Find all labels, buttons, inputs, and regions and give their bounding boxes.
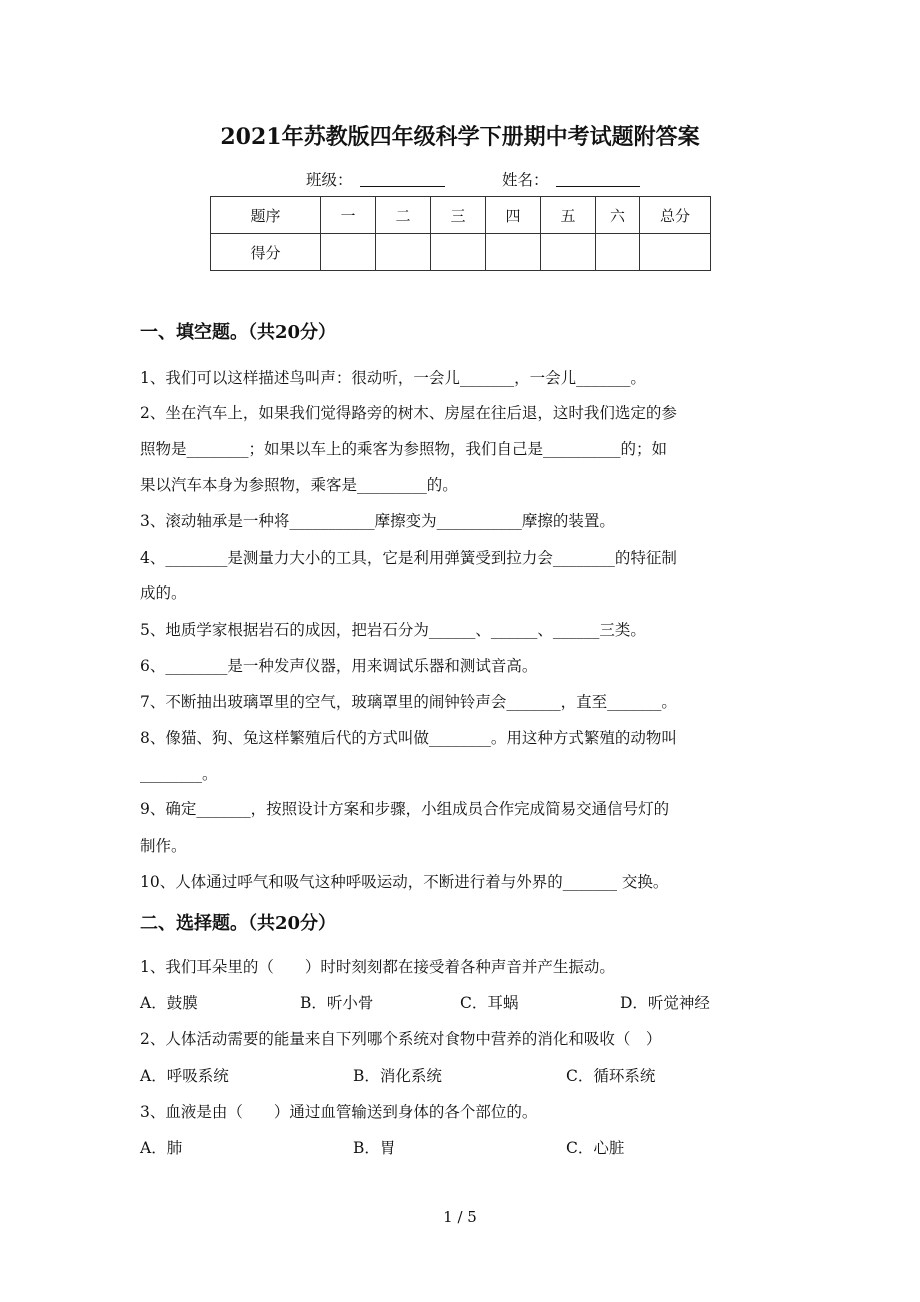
fill-question-line: 果以汽车本身为参照物，乘客是_________的。 <box>140 476 458 494</box>
score-header-cell: 总分 <box>640 197 711 234</box>
score-table-header-row <box>211 197 711 234</box>
class-label: 班级： <box>306 171 353 189</box>
fill-question-line: 7、不断抽出玻璃罩里的空气，玻璃罩里的闹钟铃声会_______，直至_______。 <box>140 693 677 711</box>
fill-question-line: ________。 <box>140 765 218 783</box>
fill-question-line: 成的。 <box>140 584 187 602</box>
choice-option[interactable]: D．听觉神经 <box>620 994 710 1012</box>
class-field[interactable] <box>360 186 445 187</box>
choice-question-stem: 3、血液是由（ ）通过血管输送到身体的各个部位的。 <box>140 1103 538 1121</box>
score-cell[interactable] <box>596 234 640 271</box>
choice-option[interactable]: A．肺 <box>140 1139 183 1157</box>
choice-question-stem: 2、人体活动需要的能量来自下列哪个系统对食物中营养的消化和吸收（ ） <box>140 1030 662 1048</box>
choice-question-stem: 1、我们耳朵里的（ ）时时刻刻都在接受着各种声音并产生振动。 <box>140 958 615 976</box>
fill-question-line: 5、地质学家根据岩石的成因，把岩石分为______、______、______三类。 <box>140 621 646 639</box>
score-cell[interactable] <box>321 234 376 271</box>
choice-option[interactable]: C．耳蜗 <box>460 994 519 1012</box>
name-field[interactable] <box>556 186 640 187</box>
score-header-cell: 一 <box>321 197 376 234</box>
choice-option[interactable]: B．胃 <box>353 1139 396 1157</box>
fill-question-line: 制作。 <box>140 837 187 855</box>
score-header-cell: 四 <box>486 197 541 234</box>
score-cell[interactable] <box>376 234 431 271</box>
page-title: 2021年苏教版四年级科学下册期中考试题附答案 <box>220 124 700 150</box>
score-table-score-row <box>211 234 711 271</box>
page-number: 1 / 5 <box>443 1208 477 1226</box>
fill-question-line: 9、确定_______，按照设计方案和步骤，小组成员合作完成简易交通信号灯的 <box>140 800 670 818</box>
score-header-cell: 三 <box>431 197 486 234</box>
section1-title: 一、填空题。（共20分） <box>140 322 337 343</box>
name-label: 姓名： <box>502 171 549 189</box>
score-header-cell: 六 <box>596 197 640 234</box>
score-header-cell: 二 <box>376 197 431 234</box>
fill-question-line: 6、________是一种发声仪器，用来调试乐器和测试音高。 <box>140 657 538 675</box>
fill-question-line: 10、人体通过呼气和吸气这种呼吸运动，不断进行着与外界的_______ 交换。 <box>140 873 669 891</box>
score-header-cell: 五 <box>541 197 596 234</box>
choice-option[interactable]: C．心脏 <box>566 1139 625 1157</box>
choice-option[interactable]: A．鼓膜 <box>140 994 198 1012</box>
fill-question-line: 3、滚动轴承是一种将___________摩擦变为___________摩擦的装置。 <box>140 512 615 530</box>
choice-option[interactable]: C．循环系统 <box>566 1067 656 1085</box>
score-table <box>210 196 711 271</box>
score-cell[interactable] <box>486 234 541 271</box>
section2-title: 二、选择题。（共20分） <box>140 913 337 934</box>
score-header-cell: 题序 <box>211 197 321 234</box>
score-cell[interactable] <box>431 234 486 271</box>
score-row-label: 得分 <box>211 234 321 271</box>
fill-question-line: 2、坐在汽车上，如果我们觉得路旁的树木、房屋在往后退，这时我们选定的参 <box>140 404 677 422</box>
fill-question-line: 4、________是测量力大小的工具，它是利用弹簧受到拉力会________的特征制 <box>140 549 677 567</box>
score-cell[interactable] <box>640 234 711 271</box>
fill-question-line: 照物是________；如果以车上的乘客为参照物，我们自己是__________的；如 <box>140 440 668 458</box>
score-cell[interactable] <box>541 234 596 271</box>
choice-option[interactable]: A．呼吸系统 <box>140 1067 229 1085</box>
choice-option[interactable]: B．听小骨 <box>300 994 374 1012</box>
choice-option[interactable]: B．消化系统 <box>353 1067 442 1085</box>
fill-question-line: 1、我们可以这样描述鸟叫声：很动听，一会儿_______，一会儿_______。 <box>140 369 646 387</box>
fill-question-line: 8、像猫、狗、兔这样繁殖后代的方式叫做________。用这种方式繁殖的动物叫 <box>140 729 677 747</box>
